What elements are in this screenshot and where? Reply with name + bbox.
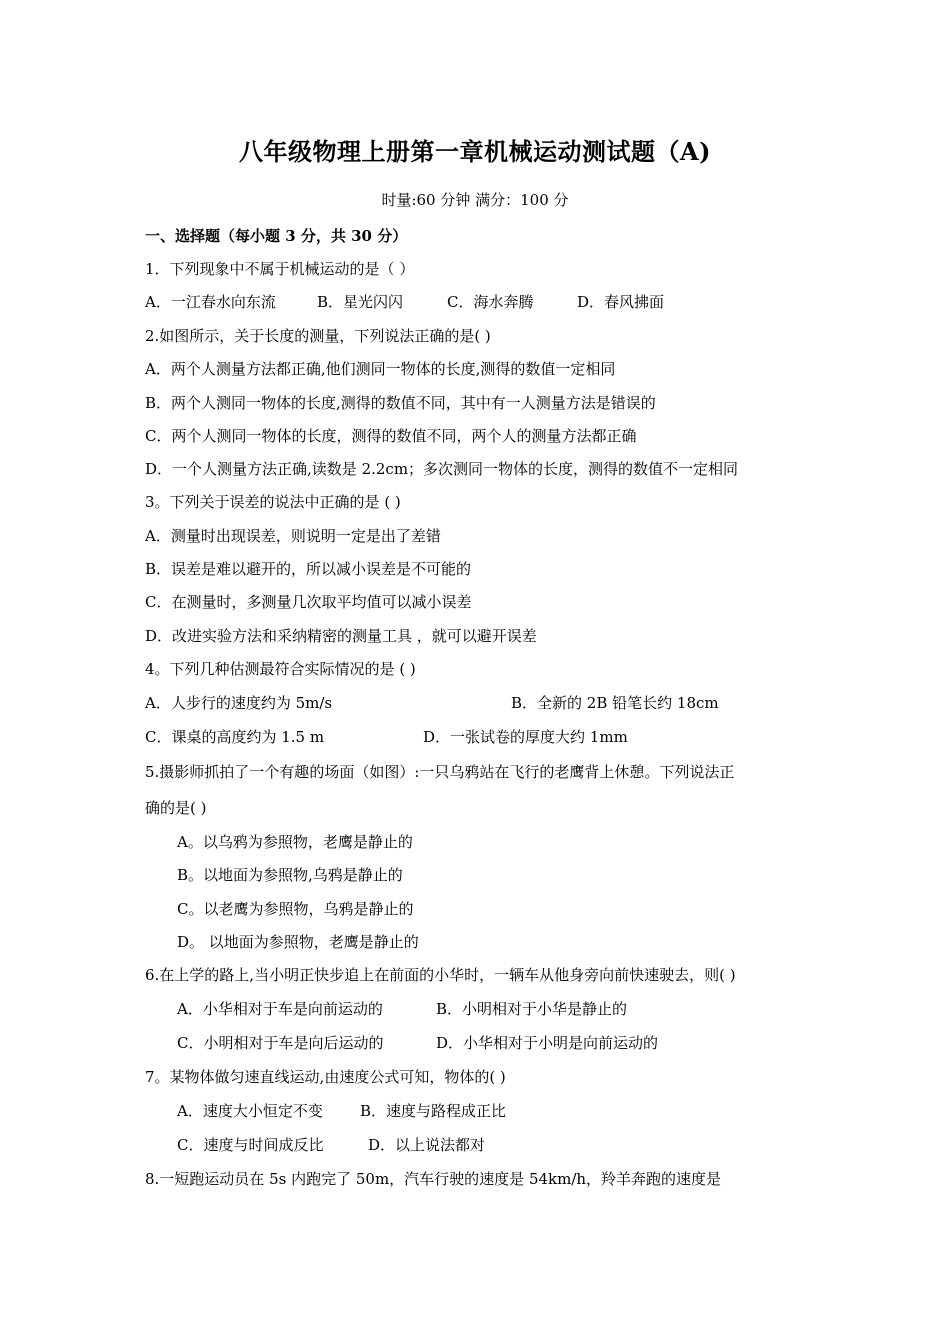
option-a: A．小华相对于车是向前运动的: [177, 1000, 383, 1018]
question-2-option-b: B．两个人测同一物体的长度,测得的数值不同，其中有一人测量方法是错误的: [145, 394, 656, 412]
option-b: B．星光闪闪: [317, 293, 404, 311]
option-b: B．小明相对于小华是静止的: [436, 1000, 628, 1018]
option-c: C．课桌的高度约为 1.5 m: [145, 728, 325, 746]
question-3-stem: 3。下列关于误差的说法中正确的是 ( ): [145, 493, 401, 511]
option-c: C．小明相对于车是向后运动的: [177, 1034, 384, 1052]
question-2-option-d: D．一个人测量方法正确,读数是 2.2cm；多次测同一物体的长度，测得的数值不一定相同: [145, 460, 739, 478]
option-d: D．春风拂面: [577, 293, 665, 311]
question-2-option-a: A．两个人测量方法都正确,他们测同一物体的长度,测得的数值一定相同: [145, 360, 616, 378]
question-2-stem: 2.如图所示，关于长度的测量，下列说法正确的是( ): [145, 327, 491, 345]
section-heading: 一、选择题（每小题 3 分，共 30 分）: [145, 227, 408, 245]
question-4-stem: 4。下列几种估测最符合实际情况的是 ( ): [145, 660, 416, 678]
question-3-option-a: A．测量时出现误差，则说明一定是出了差错: [145, 527, 441, 545]
option-b: B．速度与路程成正比: [360, 1102, 507, 1120]
question-8-stem: 8.一短跑运动员在 5s 内跑完了 50m，汽车行驶的速度是 54km/h，羚羊奔跑的速度是: [145, 1170, 722, 1188]
question-5-option-a: A。以乌鸦为参照物，老鹰是静止的: [177, 833, 413, 851]
option-d: D．以上说法都对: [368, 1136, 486, 1154]
option-a: A．人步行的速度约为 5m/s: [145, 694, 333, 712]
option-c: C．速度与时间成反比: [177, 1136, 324, 1154]
question-3-option-b: B．误差是难以避开的，所以减小误差是不可能的: [145, 560, 472, 578]
question-5-option-b: B。以地面为参照物,乌鸦是静止的: [177, 866, 403, 884]
question-1-stem: 1．下列现象中不属于机械运动的是（ ）: [145, 260, 415, 278]
question-3-option-d: D．改进实验方法和采纳精密的测量工具 ，就可以避开误差: [145, 627, 537, 645]
option-b: B．全新的 2B 铅笔长约 18cm: [511, 694, 719, 712]
question-6-stem: 6.在上学的路上,当小明正快步追上在前面的小华时，一辆车从他身旁向前快速驶去，则( ): [145, 966, 736, 984]
option-d: D．一张试卷的厚度大约 1mm: [423, 728, 628, 746]
question-5-stem-line1: 5.摄影师抓拍了一个有趣的场面（如图）:一只乌鸦站在飞行的老鹰背上休憩。下列说法正: [145, 763, 735, 781]
option-a: A．速度大小恒定不变: [177, 1102, 323, 1120]
question-5-stem-line2: 确的是( ): [145, 799, 207, 817]
option-d: D．小华相对于小明是向前运动的: [436, 1034, 659, 1052]
question-2-option-c: C．两个人测同一物体的长度，测得的数值不同，两个人的测量方法都正确: [145, 427, 637, 445]
question-5-option-d: D。 以地面为参照物，老鹰是静止的: [177, 933, 419, 951]
exam-info: 时量:60 分钟 满分：100 分: [381, 191, 569, 209]
page-title: 八年级物理上册第一章机械运动测试题（A): [239, 137, 711, 166]
question-5-option-c: C。以老鹰为参照物，乌鸦是静止的: [177, 900, 414, 918]
option-c: C．海水奔腾: [447, 293, 534, 311]
question-7-stem: 7。某物体做匀速直线运动,由速度公式可知，物体的( ): [145, 1068, 506, 1086]
option-a: A．一江春水向东流: [145, 293, 276, 311]
question-3-option-c: C．在测量时，多测量几次取平均值可以减小误差: [145, 593, 472, 611]
